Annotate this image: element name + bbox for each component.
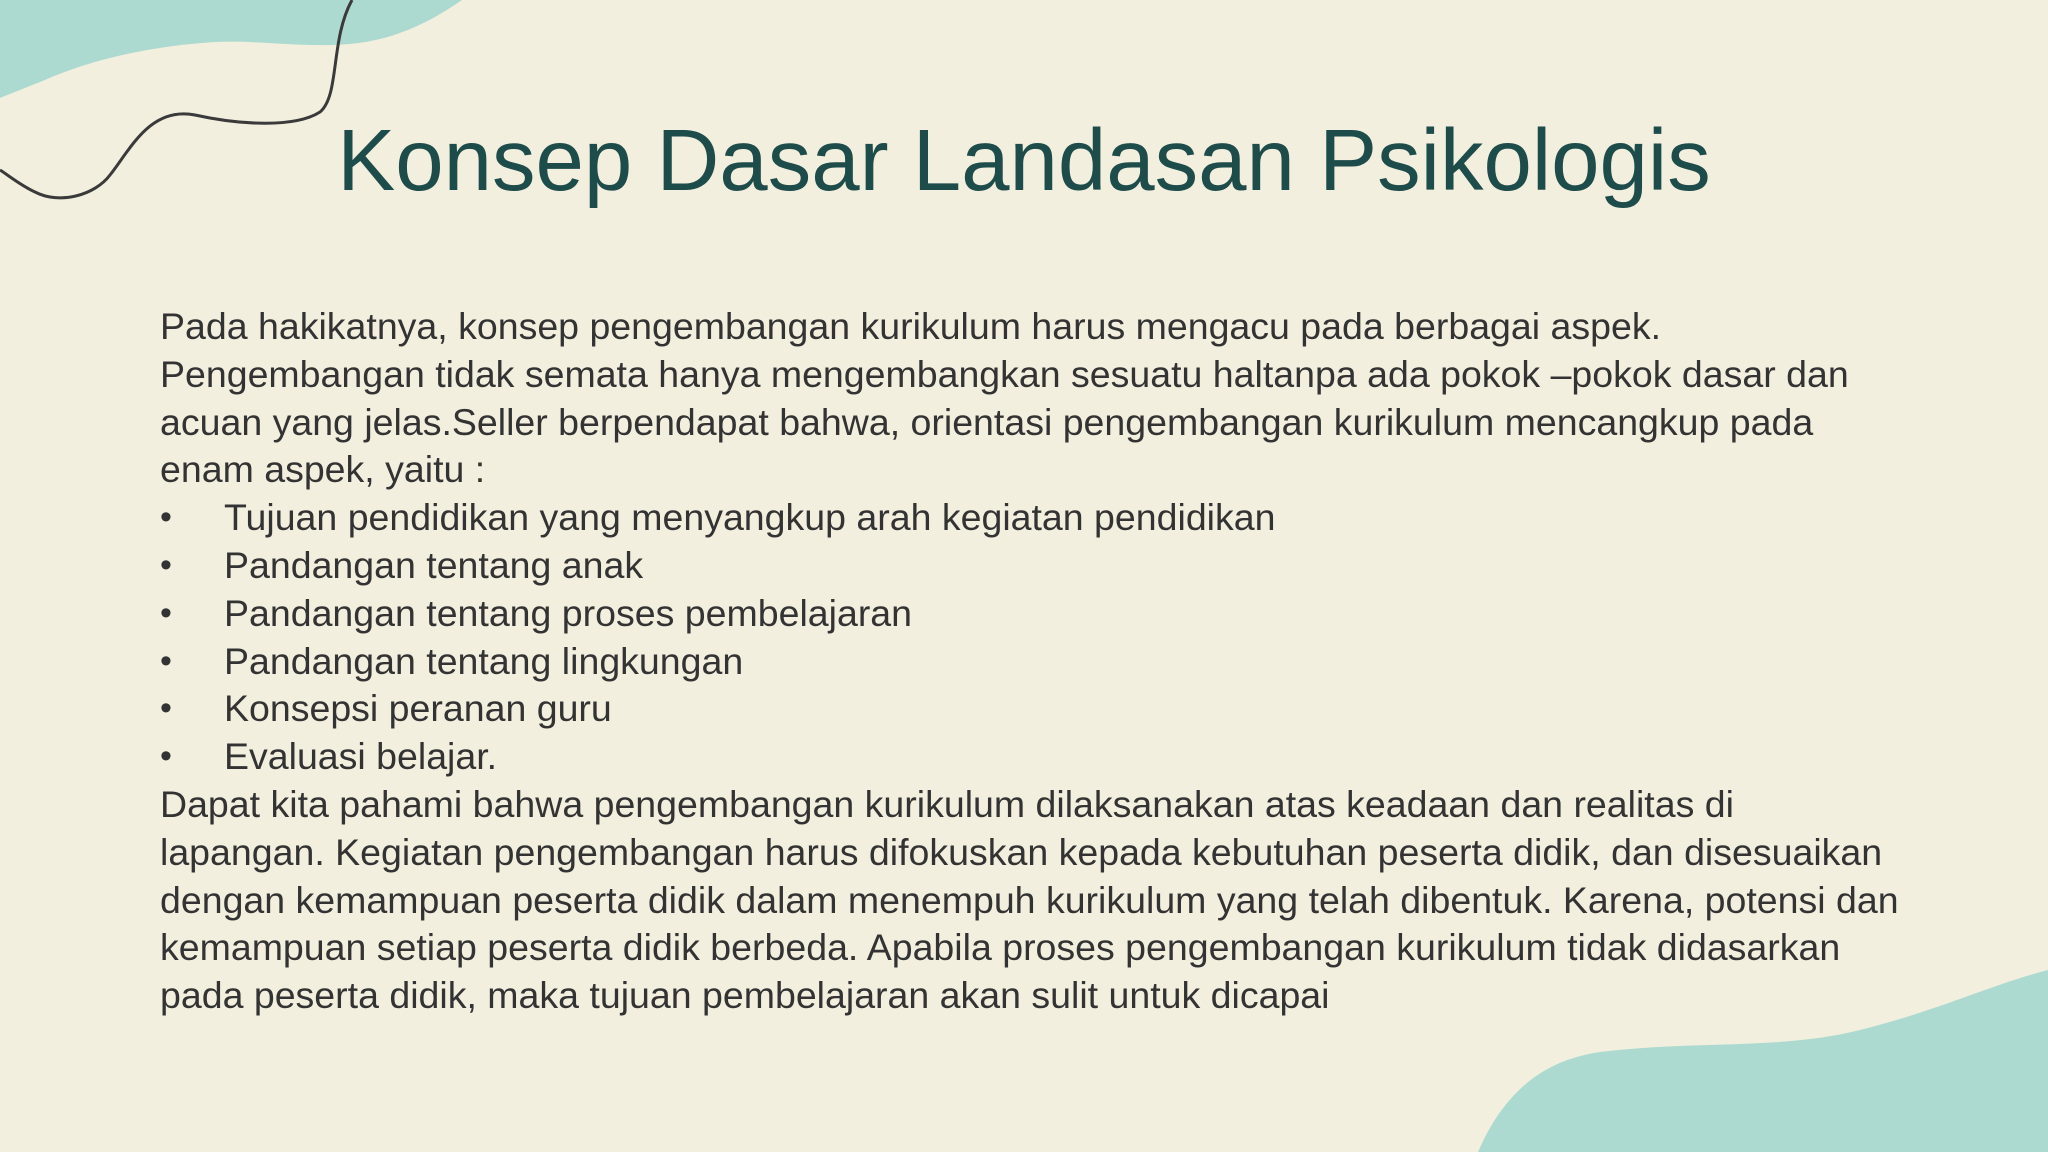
list-item-text: Evaluasi belajar. <box>224 735 498 778</box>
bullet-icon: • <box>160 545 172 584</box>
slide-title: Konsep Dasar Landasan Psikologis <box>337 112 1711 209</box>
list-item-text: Pandangan tentang lingkungan <box>224 639 744 682</box>
aspect-list <box>160 494 1900 781</box>
bullet-icon: • <box>160 689 172 728</box>
list-item <box>160 494 1900 542</box>
bullet-icon: • <box>160 498 172 537</box>
intro-paragraph: Pada hakikatnya, konsep pengembangan kurikulum harus mengacu pada berbagai aspek. Pengembangan tidak semata hanya mengembangkan sesuatu haltanpa ada pokok –pokok dasar dan acuan yang jelas.Seller berpendapat bahwa, orientasi pengembangan kurikulum mencangkup pada enam aspek, yaitu : <box>160 305 1849 491</box>
bullet-icon: • <box>160 737 172 776</box>
conclusion-paragraph: Dapat kita pahami bahwa pengembangan kurikulum dilaksanakan atas keadaan dan realitas di lapangan. Kegiatan pengembangan harus difokuskan kepada kebutuhan peserta didik, dan disesuaikan dengan kemampuan peserta didik dalam menempuh kurikulum yang telah dibentuk. Karena, potensi dan kemampuan setiap peserta didik berbeda. Apabila proses pengembangan kurikulum tidak didasarkan pada peserta didik, maka tujuan pembelajaran akan sulit untuk dicapai <box>160 782 1899 1017</box>
list-item <box>160 542 1900 590</box>
list-item <box>160 638 1900 686</box>
list-item <box>160 685 1900 733</box>
bullet-icon: • <box>160 641 172 680</box>
list-item-text: Pandangan tentang proses pembelajaran <box>224 591 913 634</box>
list-item-text: Konsepsi peranan guru <box>224 687 612 730</box>
slide-body <box>160 303 1900 1020</box>
list-item <box>160 733 1900 781</box>
bullet-icon: • <box>160 593 172 632</box>
list-item-text: Pandangan tentang anak <box>224 543 644 586</box>
list-item-text: Tujuan pendidikan yang menyangkup arah kegiatan pendidikan <box>224 496 1276 539</box>
top-left-blob <box>0 0 462 98</box>
list-item <box>160 590 1900 638</box>
